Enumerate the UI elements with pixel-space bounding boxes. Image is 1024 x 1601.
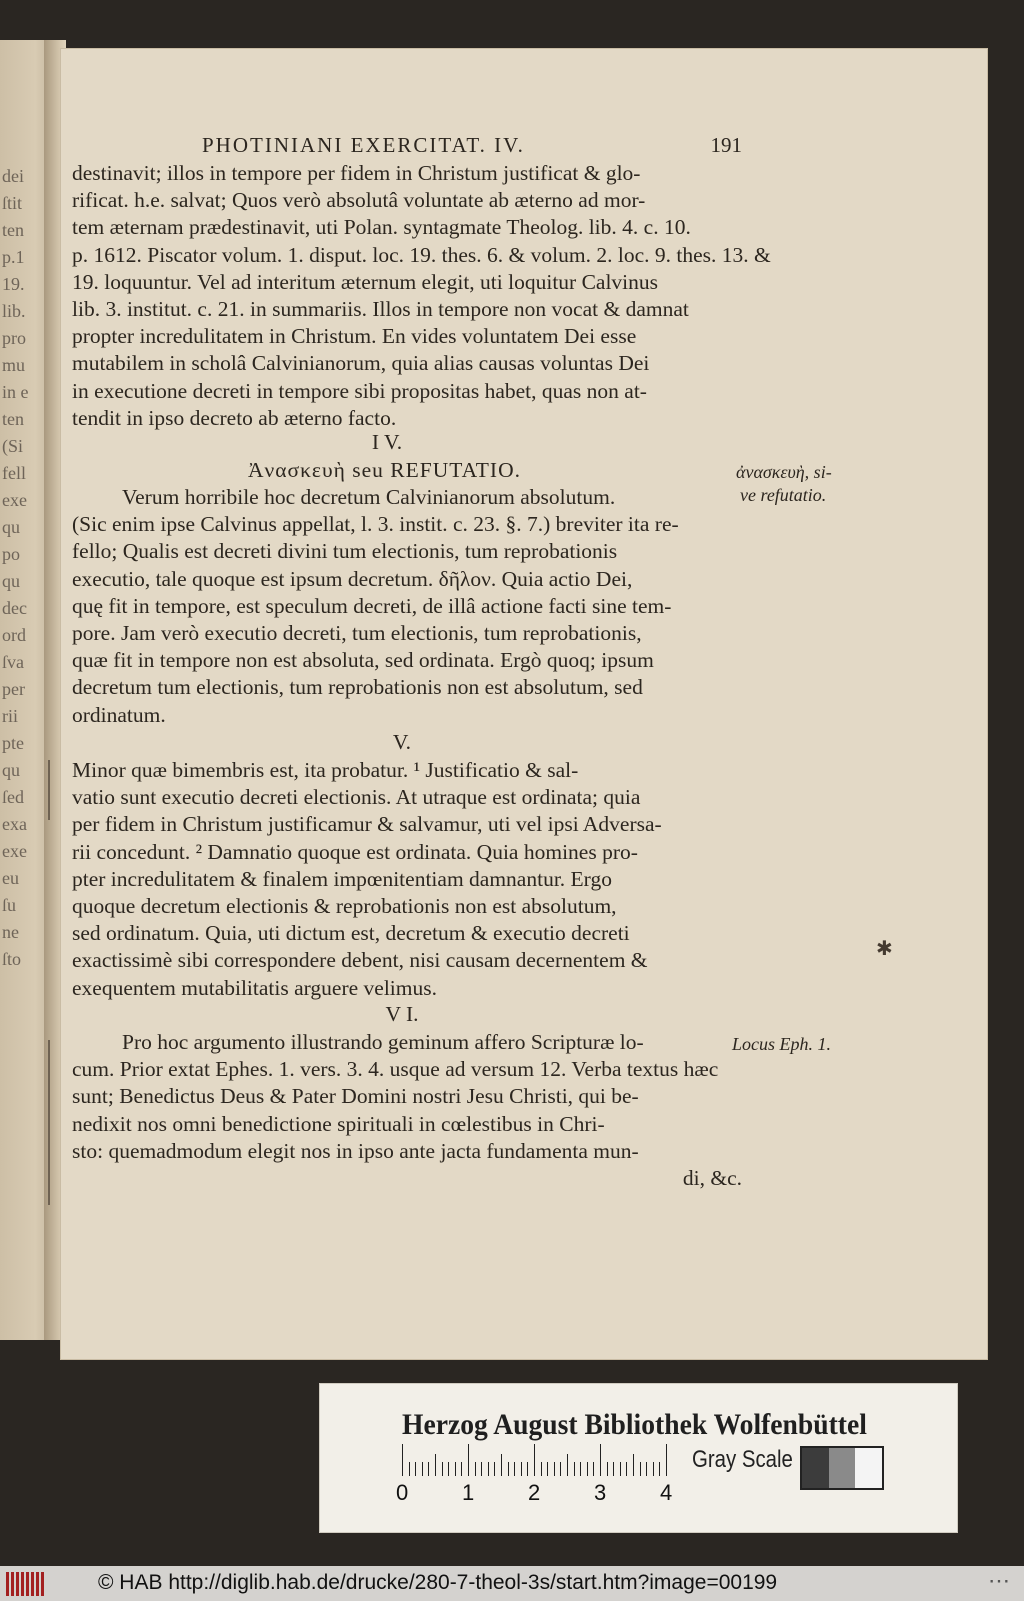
ruler-tick	[640, 1462, 641, 1476]
ruler-tick	[534, 1444, 535, 1476]
left-page-fragment: dei	[2, 166, 24, 186]
left-page-fragment: exa	[2, 814, 27, 834]
text-line: propter incredulitatem in Christum. En vides voluntatem Dei esse	[72, 324, 637, 349]
section-iv-paragraph	[72, 484, 742, 729]
text-line: exequentem mutabilitatis arguere velimus.	[72, 975, 437, 1000]
ruler-tick	[633, 1454, 634, 1476]
ruler-tick	[626, 1462, 627, 1476]
text-line: (Sic enim ipse Calvinus appellat, l. 3. instit. c. 23. §. 7.) breviter ita re-	[72, 512, 679, 537]
text-line: destinavit; illos in tempore per fidem in Christum justificat & glo-	[72, 161, 641, 185]
ruler-tick	[541, 1462, 542, 1476]
text-line: quæ fit in tempore non est absoluta, sed ordinata. Ergò quoq; ipsum	[72, 648, 654, 673]
text-line: fello; Qualis est decreti divini tum electionis, tum reprobationis	[72, 539, 618, 564]
scale-number: 4	[660, 1480, 673, 1505]
left-page-fragment: qu	[2, 760, 20, 780]
ruler-tick	[620, 1462, 621, 1476]
gray-scale-swatches	[800, 1446, 884, 1490]
ruler-tick	[593, 1462, 594, 1476]
text-line: nedixit nos omni benedictione spirituali in cœlestibus in Chri-	[72, 1111, 605, 1136]
text-line: cum. Prior extat Ephes. 1. vers. 3. 4. usque ad versum 12. Verba textus hæc	[72, 1057, 719, 1082]
text-line: quoque decretum electionis & reprobationis non est absolutum,	[72, 894, 617, 919]
left-page-fragment: exe	[2, 841, 27, 861]
text-line: per fidem in Christum justificamur & salvamur, uti vel ipsi Adversa-	[72, 812, 662, 837]
text-line: in executione decreti in tempore sibi propositas habet, quas non at-	[72, 378, 647, 403]
scale-numbers	[396, 1480, 702, 1510]
scale-number: 3	[594, 1480, 607, 1505]
text-line: Pro hoc argumento illustrando geminum affero Scripturæ lo-	[122, 1030, 644, 1054]
ruler-tick	[560, 1462, 561, 1476]
gray-scale-label: Gray Scale	[692, 1446, 793, 1473]
scale-ruler	[402, 1444, 672, 1476]
left-page-fragment: ord	[2, 625, 26, 645]
ruler-tick	[494, 1462, 495, 1476]
section-v-paragraph	[72, 757, 742, 1002]
scale-number: 1	[462, 1480, 475, 1505]
text-line: rii concedunt. ² Damnatio quoque est ordinata. Quia homines pro-	[72, 839, 638, 864]
viewer-footer	[0, 1566, 1024, 1601]
ruler-tick	[508, 1462, 509, 1476]
ruler-tick	[514, 1462, 515, 1476]
running-header	[202, 133, 742, 158]
ruler-tick	[527, 1462, 528, 1476]
left-page-fragment: rii	[2, 706, 18, 726]
left-page-fragment: exe	[2, 490, 27, 510]
left-page-fragment: ſu	[2, 895, 17, 915]
ruler-tick	[475, 1462, 476, 1476]
text-line: sed ordinatum. Quia, uti dictum est, decretum & executio decreti	[72, 921, 630, 946]
ruler-tick	[521, 1462, 522, 1476]
ruler-tick	[461, 1462, 462, 1476]
left-page-fragment: in e	[2, 382, 29, 402]
ruler-tick	[666, 1444, 667, 1476]
color-reference-card	[320, 1384, 957, 1532]
ruler-tick	[455, 1462, 456, 1476]
left-page-fragment: lib.	[2, 301, 26, 321]
text-line: Minor quæ bimembris est, ita probatur. ¹ Justificatio & sal-	[72, 758, 579, 782]
left-page-fragment: eu	[2, 868, 19, 888]
ruler-tick	[580, 1462, 581, 1476]
text-line: tem æternam prædestinavit, uti Polan. syntagmate Theolog. lib. 4. c. 10.	[72, 215, 691, 240]
ruler-tick	[567, 1454, 568, 1476]
margin-rule	[48, 760, 50, 820]
left-page-fragment: qu	[2, 571, 20, 591]
left-page-fragment: ſto	[2, 949, 22, 969]
section-v-numeral: V.	[392, 730, 412, 754]
left-page-fragment: per	[2, 679, 25, 699]
section-iv-numeral: I V.	[371, 430, 403, 454]
ruler-tick	[442, 1462, 443, 1476]
ruler-tick	[613, 1462, 614, 1476]
left-page-fragment: pro	[2, 328, 26, 348]
left-page-fragment: (Si	[2, 436, 24, 456]
text-line: mutabilem in scholâ Calvinianorum, quia alias causas voluntas Dei	[72, 351, 650, 376]
text-line: lib. 3. institut. c. 21. in summariis. Illos in tempore non vocat & damnat	[72, 297, 689, 322]
left-page-fragment: pte	[2, 733, 24, 753]
left-page-fragment: ſva	[2, 652, 24, 672]
left-page-fragment: 19.	[2, 274, 25, 294]
text-line: exactissimè sibi correspondere debent, nisi causam decernentem &	[72, 948, 648, 973]
catchword-line: di, &c.	[682, 1166, 742, 1190]
ruler-tick	[574, 1462, 575, 1476]
ruler-tick	[600, 1444, 601, 1476]
text-line: sunt; Benedictus Deus & Pater Domini nostri Jesu Christi, qui be-	[72, 1084, 639, 1109]
ruler-tick	[415, 1462, 416, 1476]
scale-number: 0	[396, 1480, 409, 1505]
scale-number: 2	[528, 1480, 541, 1505]
margin-note-refutatio: ve refutatio.	[740, 485, 827, 505]
section-vi-paragraph	[72, 1029, 742, 1165]
opening-paragraph	[72, 160, 771, 432]
left-page-fragment: ſtit	[2, 193, 23, 213]
ruler-tick	[409, 1462, 410, 1476]
source-url[interactable]: © HAB http://diglib.hab.de/drucke/280-7-theol-3s/start.htm?image=00199	[98, 1571, 778, 1594]
gray-swatch	[802, 1448, 829, 1488]
ruler-tick	[554, 1462, 555, 1476]
library-name: Herzog August Bibliothek Wolfenbüttel	[402, 1408, 867, 1441]
margin-note-anaskeue: ἀνασκευὴ, si-	[736, 462, 832, 482]
ruler-tick	[501, 1454, 502, 1476]
gray-swatch	[829, 1448, 856, 1488]
section-iv-heading: Ἀνασκευὴ seu REFUTATIO.	[248, 458, 521, 482]
section-vi-numeral: V I.	[385, 1002, 419, 1026]
ruler-tick	[402, 1444, 403, 1476]
margin-rule	[48, 1040, 50, 1205]
ruler-tick	[448, 1462, 449, 1476]
folio-number: 191	[710, 133, 742, 157]
left-page-fragment: po	[2, 544, 20, 564]
left-page-fragment: ten	[2, 409, 24, 429]
ruler-tick	[435, 1454, 436, 1476]
left-page-fragment: ne	[2, 922, 19, 942]
left-page-fragment: p.1	[2, 247, 25, 267]
ruler-tick	[547, 1462, 548, 1476]
text-line: vatio sunt executio decreti electionis. At utraque est ordinata; quia	[72, 785, 641, 810]
text-line: decretum tum electionis, tum reprobationis non est absolutum, sed	[72, 675, 643, 700]
ruler-tick	[607, 1462, 608, 1476]
text-line: sto: quemadmodum elegit nos in ipso ante jacta fundamenta mun-	[72, 1138, 639, 1163]
ruler-tick	[468, 1444, 469, 1476]
ruler-tick	[646, 1462, 647, 1476]
left-page-fragment: dec	[2, 598, 27, 618]
ruler-tick	[587, 1462, 588, 1476]
ruler-tick	[488, 1462, 489, 1476]
left-page-fragment: fell	[2, 463, 26, 483]
ruler-tick	[428, 1462, 429, 1476]
left-page-fragment: mu	[2, 355, 26, 375]
star-mark: ✱	[876, 938, 893, 960]
gray-swatch	[855, 1448, 882, 1488]
hab-logo-icon	[6, 1572, 46, 1596]
left-page-fragment: qu	[2, 517, 20, 537]
ruler-tick	[659, 1462, 660, 1476]
ruler-tick	[481, 1462, 482, 1476]
more-menu-icon[interactable]: ⋯	[988, 1568, 1010, 1593]
text-line: tendit in ipso decreto ab æterno facto.	[72, 405, 397, 430]
left-page-fragment: ten	[2, 220, 24, 240]
running-title: PHOTINIANI EXERCITAT. IV.	[202, 133, 525, 157]
ruler-tick	[422, 1462, 423, 1476]
text-line: executio, tale quoque est ipsum decretum. δῆλον. Quia actio Dei,	[72, 566, 633, 591]
text-line: Verum horribile hoc decretum Calvinianorum absolutum.	[122, 485, 616, 509]
text-line: pore. Jam verò executio decreti, tum electionis, tum reprobationis,	[72, 621, 642, 646]
text-line: quę fit in tempore, est speculum decreti, de illâ actione facti sine tem-	[72, 593, 672, 618]
text-line: pter incredulitatem & finalem impœnitentiam damnantur. Ergo	[72, 866, 612, 891]
left-page-fragment: ſed	[2, 787, 24, 807]
ruler-tick	[653, 1462, 654, 1476]
text-line: 19. loquuntur. Vel ad interitum æternum elegit, uti loquitur Calvinus	[72, 269, 659, 294]
text-line: rificat. h.e. salvat; Quos verò absolutâ voluntate ab æterno ad mor-	[72, 188, 646, 213]
text-line: p. 1612. Piscator volum. 1. disput. loc. 19. thes. 6. & volum. 2. loc. 9. thes. 13. &	[72, 242, 771, 267]
margin-note-locus: Locus Eph. 1.	[732, 1034, 831, 1054]
text-line: ordinatum.	[72, 702, 166, 727]
